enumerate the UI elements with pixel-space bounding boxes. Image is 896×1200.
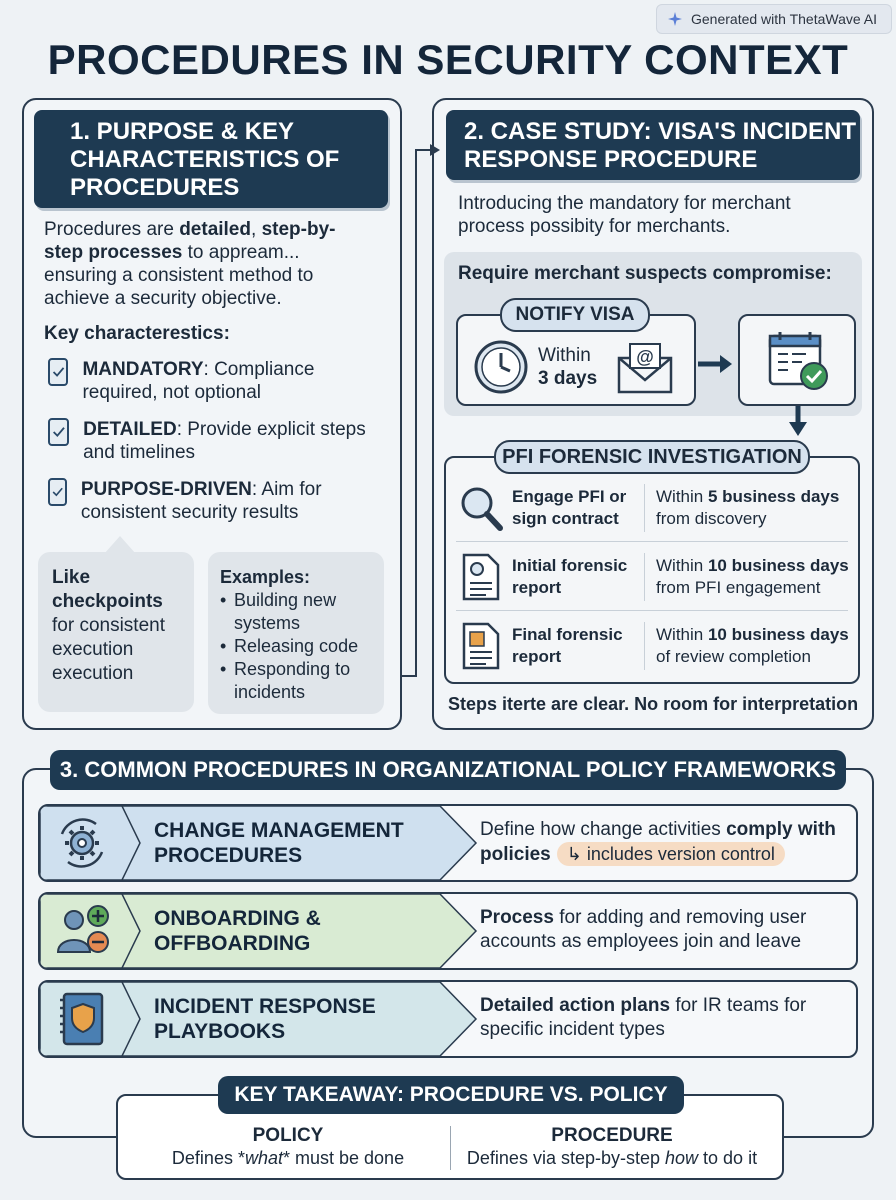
procedure-row-onboarding: ONBOARDING & OFFBOARDING Process for adding and removing user accounts as employees join and leave [38,892,858,970]
characteristic-mandatory: MANDATORY: Compliance required, not optional [48,358,368,404]
takeaway-heading: KEY TAKEAWAY: PROCEDURE VS. POLICY [218,1076,684,1114]
takeaway-divider [450,1126,451,1170]
procedure-row-change-management: CHANGE MANAGEMENT PROCEDURES Define how change activities comply with policies ↳ includes version control [38,804,858,882]
examples-label: Examples: [220,567,311,587]
calendar-box [738,314,856,406]
checkbox-icon [48,478,67,506]
pfi-pill: PFI FORENSIC INVESTIGATION [494,440,810,474]
table-row: Engage PFI or sign contract Within 5 business days from discovery [456,474,848,542]
connector-arrow [400,140,446,680]
section3-heading: 3. COMMON PROCEDURES IN ORGANIZATIONAL POLICY FRAMEWORKS [50,750,846,790]
sparkle-icon [667,11,683,27]
arrow-down-icon [786,406,810,438]
document-chart-icon [458,620,504,672]
procedure-row-incident-response: INCIDENT RESPONSE PLAYBOOKS Detailed action plans for IR teams for specific incident types [38,980,858,1058]
characteristic-detailed: DETAILED: Provide explicit steps and timelines [48,418,368,464]
user-add-remove-icon [52,902,112,960]
key-characteristics-label: Key characterestics: [44,323,230,344]
email-icon [616,340,674,396]
procedure-column: PROCEDURE Defines via step-by-step how to do it [466,1125,758,1168]
table-row: Final forensic report Within 10 business days of review completion [456,612,848,680]
requirement-label: Require merchant suspects compromise: [458,263,832,284]
clock-icon [472,338,530,396]
generated-badge [656,4,892,34]
document-search-icon [458,551,504,603]
list-item: • Building new systems [220,589,384,635]
section1-intro: Procedures are detailed, step-by-step processes to appream... ensuring a consistent method to achieve a security objective. [44,219,336,309]
policy-column: POLICY Defines *what* must be done [171,1125,405,1168]
version-control-chip: ↳ includes version control [557,842,785,866]
calendar-check-icon [766,328,832,394]
svg-text:@: @ [636,347,654,367]
examples-box [208,552,384,714]
list-item: • Releasing code [220,635,384,658]
notify-visa-pill: NOTIFY VISA [500,298,650,332]
page-title: PROCEDURES IN SECURITY CONTEXT [47,36,849,83]
section2-intro: Introducing the mandatory for merchant process possibity for merchants. [458,193,791,237]
checkbox-icon [48,418,69,446]
magnifier-icon [458,482,504,534]
gear-cycle-icon [52,814,112,872]
badge-text: Generated with ThetaWave AI [691,11,877,27]
analogy-box: Like checkpoints for consistent execution execution [38,552,194,712]
table-row: Initial forensic report Within 10 business days from PFI engagement [456,543,848,611]
within-text: Within 3 days [538,345,598,389]
section2-footer: Steps iterte are clear. No room for interpretation [448,694,859,714]
section1-heading: 1. PURPOSE & KEY CHARACTERISTICS OF PROCEDURES [34,110,388,208]
playbook-shield-icon [52,990,112,1048]
arrow-right-icon [696,352,736,376]
list-item: • Responding to incidents [220,658,384,704]
checkbox-icon [48,358,68,386]
section2-heading: 2. CASE STUDY: VISA'S INCIDENT RESPONSE PROCEDURE [446,110,860,180]
characteristic-purpose-driven: PURPOSE-DRIVEN: Aim for consistent security results [48,478,368,524]
